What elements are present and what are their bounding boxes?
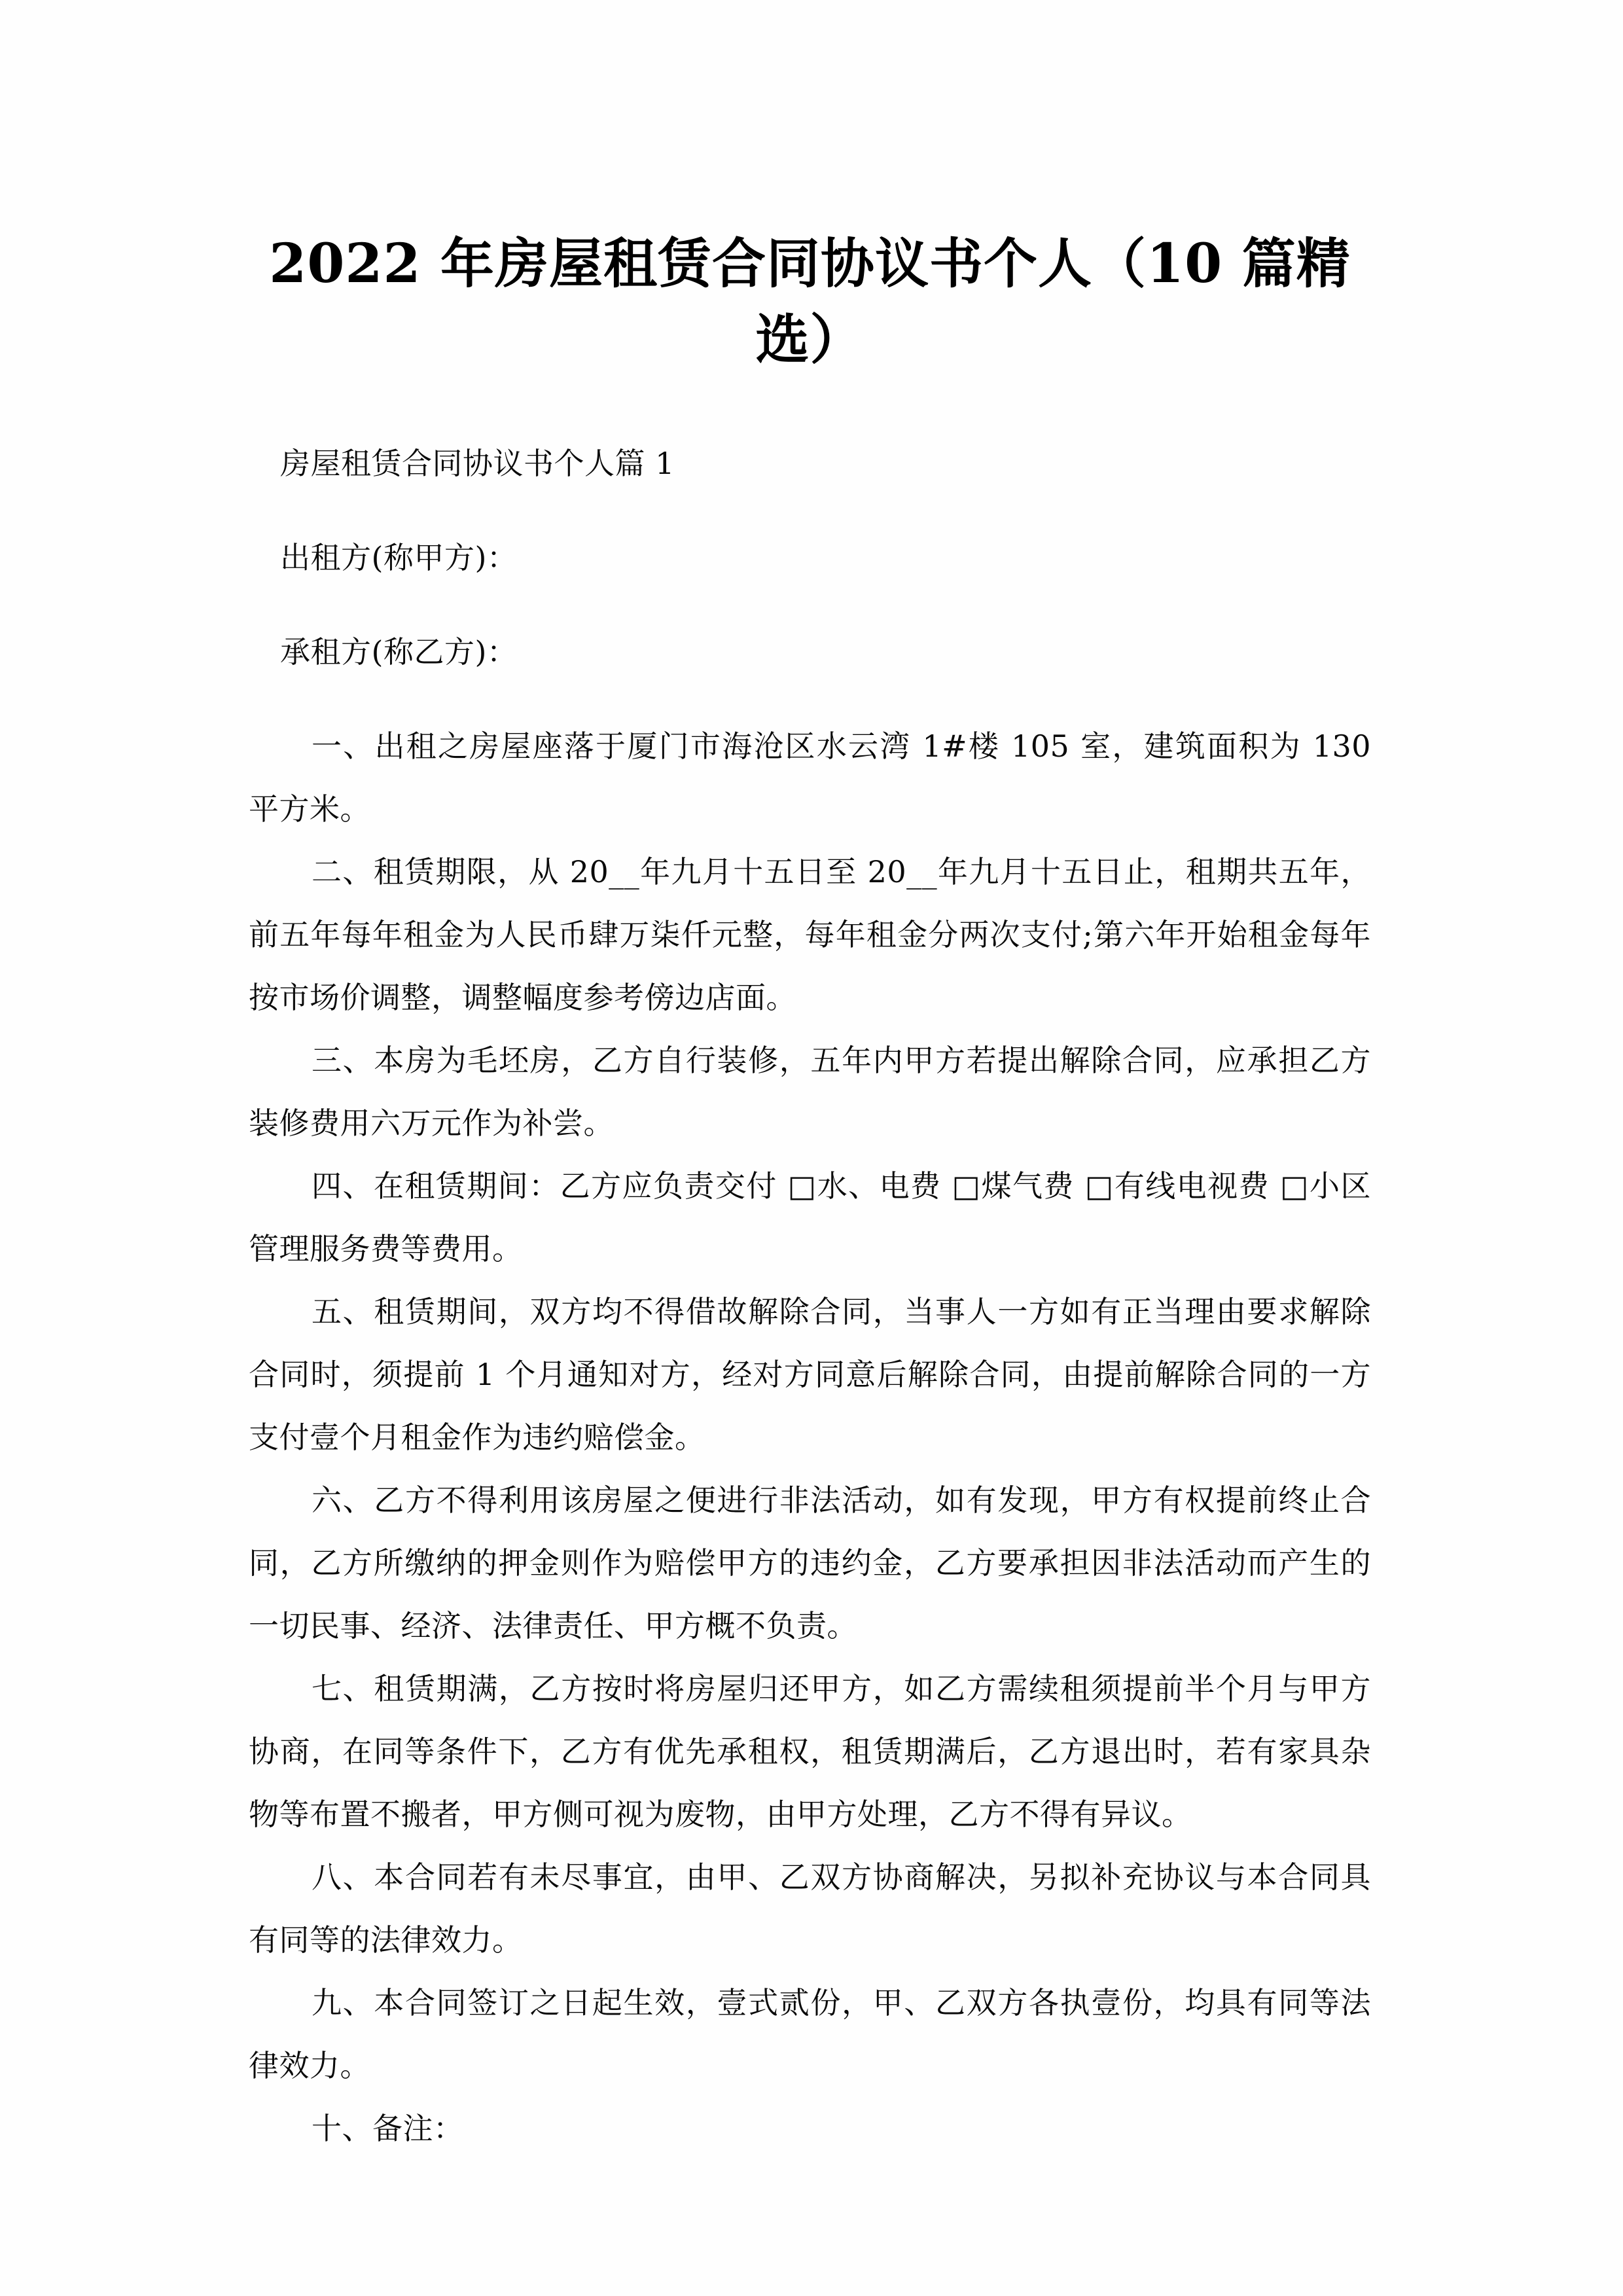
page-title: 2022 年房屋租赁合同协议书个人（10 篇精选） — [269, 232, 1351, 372]
clause-item-8: 八、本合同若有未尽事宜，由甲、乙双方协商解决，另拟补充协议与本合同具有同等的法律效力。 — [249, 1859, 1371, 1958]
clause-item-5: 五、租赁期间，双方均不得借故解除合同，当事人一方如有正当理由要求解除合同时，须提前 1 个月通知对方，经对方同意后解除合同，由提前解除合同的一方支付壹个月租金作为违约赔偿金。 — [249, 1294, 1371, 1455]
clause-item-4: 四、在租赁期间：乙方应负责交付 □水、电费 □煤气费 □有线电视费 □小区管理服务费等费用。 — [249, 1168, 1371, 1266]
clause-item-6: 六、乙方不得利用该房屋之便进行非法活动，如有发现，甲方有权提前终止合同，乙方所缴纳的押金则作为赔偿甲方的违约金，乙方要承担因非法活动而产生的一切民事、经济、法律责任、甲方概不负责。 — [249, 1482, 1371, 1643]
lessor-line: 出租方(称甲方)： — [280, 540, 518, 575]
clause-item-1: 一、出租之房屋座落于厦门市海沧区水云湾 1#楼 105 室，建筑面积为 130 平方米。 — [249, 728, 1371, 827]
lessee-line: 承租方(称乙方)： — [280, 634, 518, 670]
document-body — [249, 432, 1371, 2160]
clause-item-10: 十、备注： — [312, 2111, 464, 2146]
clause-item-7: 七、租赁期满，乙方按时将房屋归还甲方，如乙方需续租须提前半个月与甲方协商，在同等条件下，乙方有优先承租权，租赁期满后，乙方退出时，若有家具杂物等布置不搬者，甲方侧可视为废物，由甲方处理，乙方不得有异议。 — [249, 1671, 1371, 1832]
clause-item-3: 三、本房为毛坯房，乙方自行装修，五年内甲方若提出解除合同，应承担乙方装修费用六万元作为补尝。 — [249, 1043, 1371, 1141]
clause-item-2: 二、租赁期限，从 20__年九月十五日至 20__年九月十五日止，租期共五年，前五年每年租金为人民币肆万柒仟元整，每年租金分两次支付;第六年开始租金每年按市场价调整，调整幅度参考傍边店面。 — [249, 854, 1371, 1015]
clause-item-9: 九、本合同签订之日起生效，壹式贰份，甲、乙双方各执壹份，均具有同等法律效力。 — [249, 1985, 1371, 2083]
section-heading: 房屋租赁合同协议书个人篇 1 — [280, 446, 675, 481]
